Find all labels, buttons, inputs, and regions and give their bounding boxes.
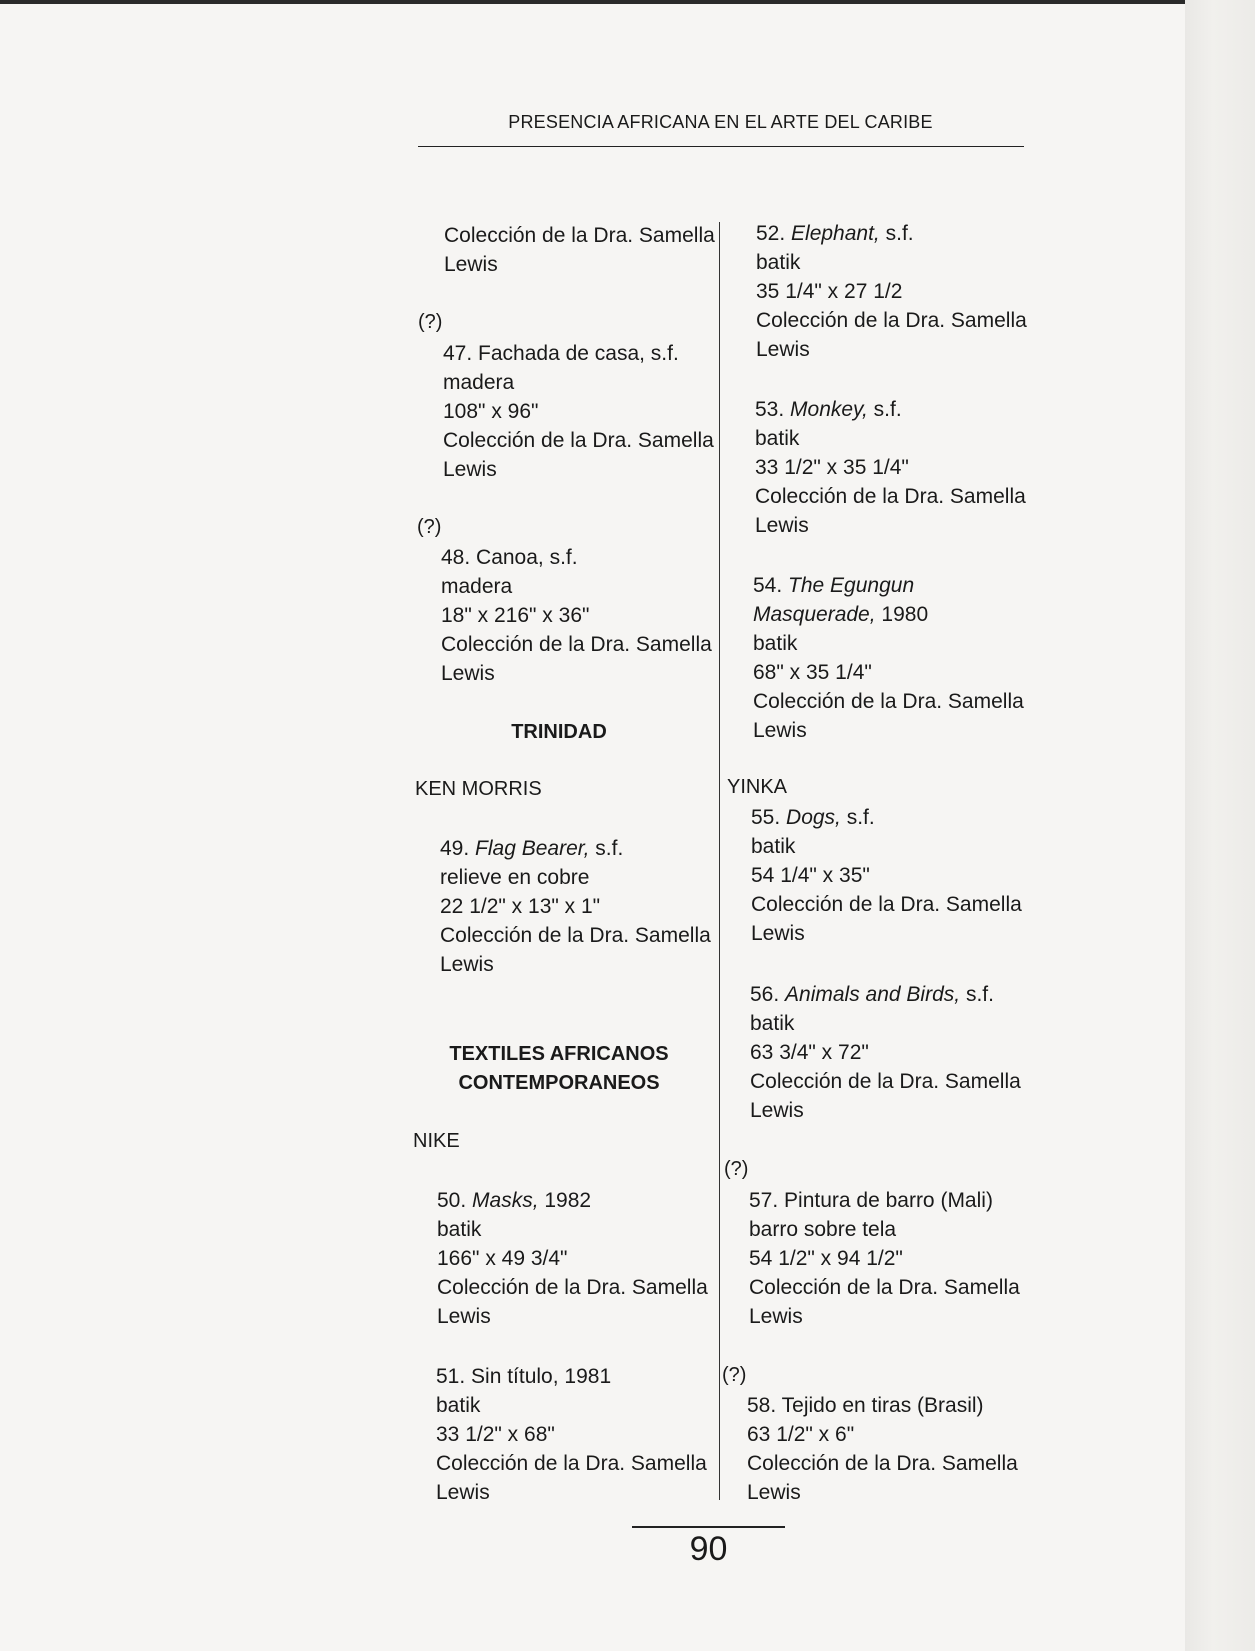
entry-credit: Lewis	[751, 922, 805, 945]
entry-credit: Colección de la Dra. Samella	[441, 633, 712, 656]
entry-medium: madera	[441, 575, 513, 598]
entry-credit: Colección de la Dra. Samella	[749, 1276, 1020, 1299]
entry-number: 52.	[756, 222, 792, 245]
entry-title: 51. Sin título, 1981	[436, 1365, 612, 1388]
entry-title: 47. Fachada de casa, s.f.	[443, 342, 679, 365]
entry-number: 54.	[753, 574, 789, 597]
section-heading-textiles	[418, 1040, 700, 1098]
column-divider	[719, 222, 720, 1500]
entry-credit: Colección de la Dra. Samella	[440, 924, 711, 947]
uncertain-marker: (?)	[417, 516, 442, 538]
entry-credit: Lewis	[747, 1481, 801, 1504]
artist-name: KEN MORRIS	[415, 778, 542, 800]
catalog-entry-48	[441, 543, 712, 688]
entry-credit: Lewis	[436, 1481, 490, 1504]
entry-date: s.f.	[840, 806, 875, 829]
entry-credit: Colección de la Dra. Samella	[750, 1070, 1021, 1093]
catalog-entry-51	[436, 1362, 707, 1507]
catalog-entry-53	[755, 395, 1026, 540]
catalog-entry-55	[751, 803, 1022, 948]
entry-size: 166" x 49 3/4"	[437, 1247, 568, 1270]
artist-name: NIKE	[413, 1130, 460, 1152]
entry-title: 48. Canoa, s.f.	[441, 546, 578, 569]
entry-credit: Lewis	[440, 953, 494, 976]
entry-medium: madera	[443, 371, 515, 394]
entry-credit: Lewis	[437, 1305, 491, 1328]
entry-title	[750, 980, 1021, 1009]
catalog-entry-50	[437, 1186, 708, 1331]
entry-size: 63 3/4" x 72"	[750, 1041, 869, 1064]
entry-size: 22 1/2" x 13" x 1"	[440, 895, 601, 918]
entry-title-cont	[753, 600, 1024, 629]
entry-title-italic: Monkey,	[790, 398, 868, 421]
entry-credit: Colección de la Dra. Samella	[753, 690, 1024, 713]
header-rule	[418, 146, 1024, 147]
entry-medium: batik	[753, 632, 798, 655]
entry-medium: batik	[436, 1394, 481, 1417]
entry-credit: Colección de la Dra. Samella	[443, 429, 714, 452]
catalog-entry-47	[443, 339, 714, 484]
catalog-entry-57	[749, 1186, 1020, 1331]
entry-credit: Colección de la Dra. Samella	[437, 1276, 708, 1299]
entry-date: s.f.	[960, 983, 994, 1006]
entry-size: 54 1/4" x 35"	[751, 864, 870, 887]
page-number: 90	[689, 1530, 728, 1568]
uncertain-marker: (?)	[418, 311, 443, 333]
entry-number: 53.	[755, 398, 791, 421]
entry-title	[751, 803, 1022, 832]
entry-medium: relieve en cobre	[440, 866, 590, 889]
section-heading-trinidad: TRINIDAD	[511, 721, 607, 743]
entry-size: 68" x 35 1/4"	[753, 661, 872, 684]
section-heading-line: CONTEMPORANEOS	[458, 1072, 660, 1094]
uncertain-marker: (?)	[724, 1158, 749, 1180]
entry-title	[437, 1186, 708, 1215]
catalog-entry-54	[753, 571, 1024, 745]
catalog-entry-52	[756, 219, 1027, 364]
catalog-entry-49	[440, 834, 711, 979]
entry-credit: Lewis	[753, 719, 807, 742]
entry-number: 55.	[751, 806, 787, 829]
entry-credit: Lewis	[750, 1099, 804, 1122]
entry-title-italic: Masquerade,	[753, 603, 876, 626]
entry-credit: Colección de la Dra. Samella	[747, 1452, 1018, 1475]
entry-title	[753, 571, 1024, 600]
uncertain-marker: (?)	[722, 1364, 747, 1386]
entry-date: 1980	[875, 603, 929, 626]
entry-medium: batik	[755, 427, 800, 450]
entry-size: 35 1/4" x 27 1/2	[756, 280, 903, 303]
entry-credit: Lewis	[443, 458, 497, 481]
credit-line: Lewis	[444, 253, 498, 276]
entry-title-italic: Dogs,	[786, 806, 841, 829]
entry-medium: batik	[751, 835, 796, 858]
entry-title-italic: Flag Bearer,	[475, 837, 590, 860]
entry-credit: Lewis	[441, 662, 495, 685]
entry-credit: Colección de la Dra. Samella	[751, 893, 1022, 916]
entry-size: 54 1/2" x 94 1/2"	[749, 1247, 903, 1270]
entry-title: 58. Tejido en tiras (Brasil)	[747, 1394, 984, 1417]
catalog-entry-56	[750, 980, 1021, 1125]
entry-size: 63 1/2" x 6"	[747, 1423, 855, 1446]
running-head: PRESENCIA AFRICANA EN EL ARTE DEL CARIBE	[508, 112, 933, 132]
entry-medium: batik	[750, 1012, 795, 1035]
entry-title-italic: Masks,	[472, 1189, 539, 1212]
entry-credit: Lewis	[756, 338, 810, 361]
entry-size: 33 1/2" x 68"	[436, 1423, 555, 1446]
entry-title-italic: Animals and Birds,	[785, 983, 961, 1006]
entry-date: s.f.	[879, 222, 914, 245]
entry-size: 108" x 96"	[443, 400, 539, 423]
entry-number: 49.	[440, 837, 476, 860]
entry-size: 18" x 216" x 36"	[441, 604, 590, 627]
entry-number: 56.	[750, 983, 786, 1006]
entry-title-italic: The Egungun	[788, 574, 915, 597]
entry-credit: Colección de la Dra. Samella	[755, 485, 1026, 508]
section-heading-line: TEXTILES AFRICANOS	[449, 1043, 669, 1065]
entry-date: 1982	[538, 1189, 592, 1212]
entry-title-italic: Elephant,	[791, 222, 880, 245]
entry-title: 57. Pintura de barro (Mali)	[749, 1189, 993, 1212]
credit-line: Colección de la Dra. Samella	[444, 224, 715, 247]
page-right-edge	[1185, 0, 1255, 1651]
entry-credit: Lewis	[755, 514, 809, 537]
entry-credit: Lewis	[749, 1305, 803, 1328]
entry-credit: Colección de la Dra. Samella	[756, 309, 1027, 332]
entry-number: 50.	[437, 1189, 473, 1212]
page-top-edge	[0, 0, 1255, 4]
artist-name: YINKA	[727, 776, 788, 798]
entry-medium: batik	[756, 251, 801, 274]
entry-medium: batik	[437, 1218, 482, 1241]
entry-credit: Colección de la Dra. Samella	[436, 1452, 707, 1475]
entry-title	[440, 834, 711, 863]
entry-size: 33 1/2" x 35 1/4"	[755, 456, 909, 479]
entry-medium: barro sobre tela	[749, 1218, 897, 1241]
catalog-entry-58	[747, 1391, 1018, 1507]
footer-rule	[632, 1526, 785, 1528]
continued-credit	[444, 221, 715, 279]
entry-title	[756, 219, 1027, 248]
entry-date: s.f.	[867, 398, 902, 421]
entry-date: s.f.	[589, 837, 624, 860]
entry-title	[755, 395, 1026, 424]
